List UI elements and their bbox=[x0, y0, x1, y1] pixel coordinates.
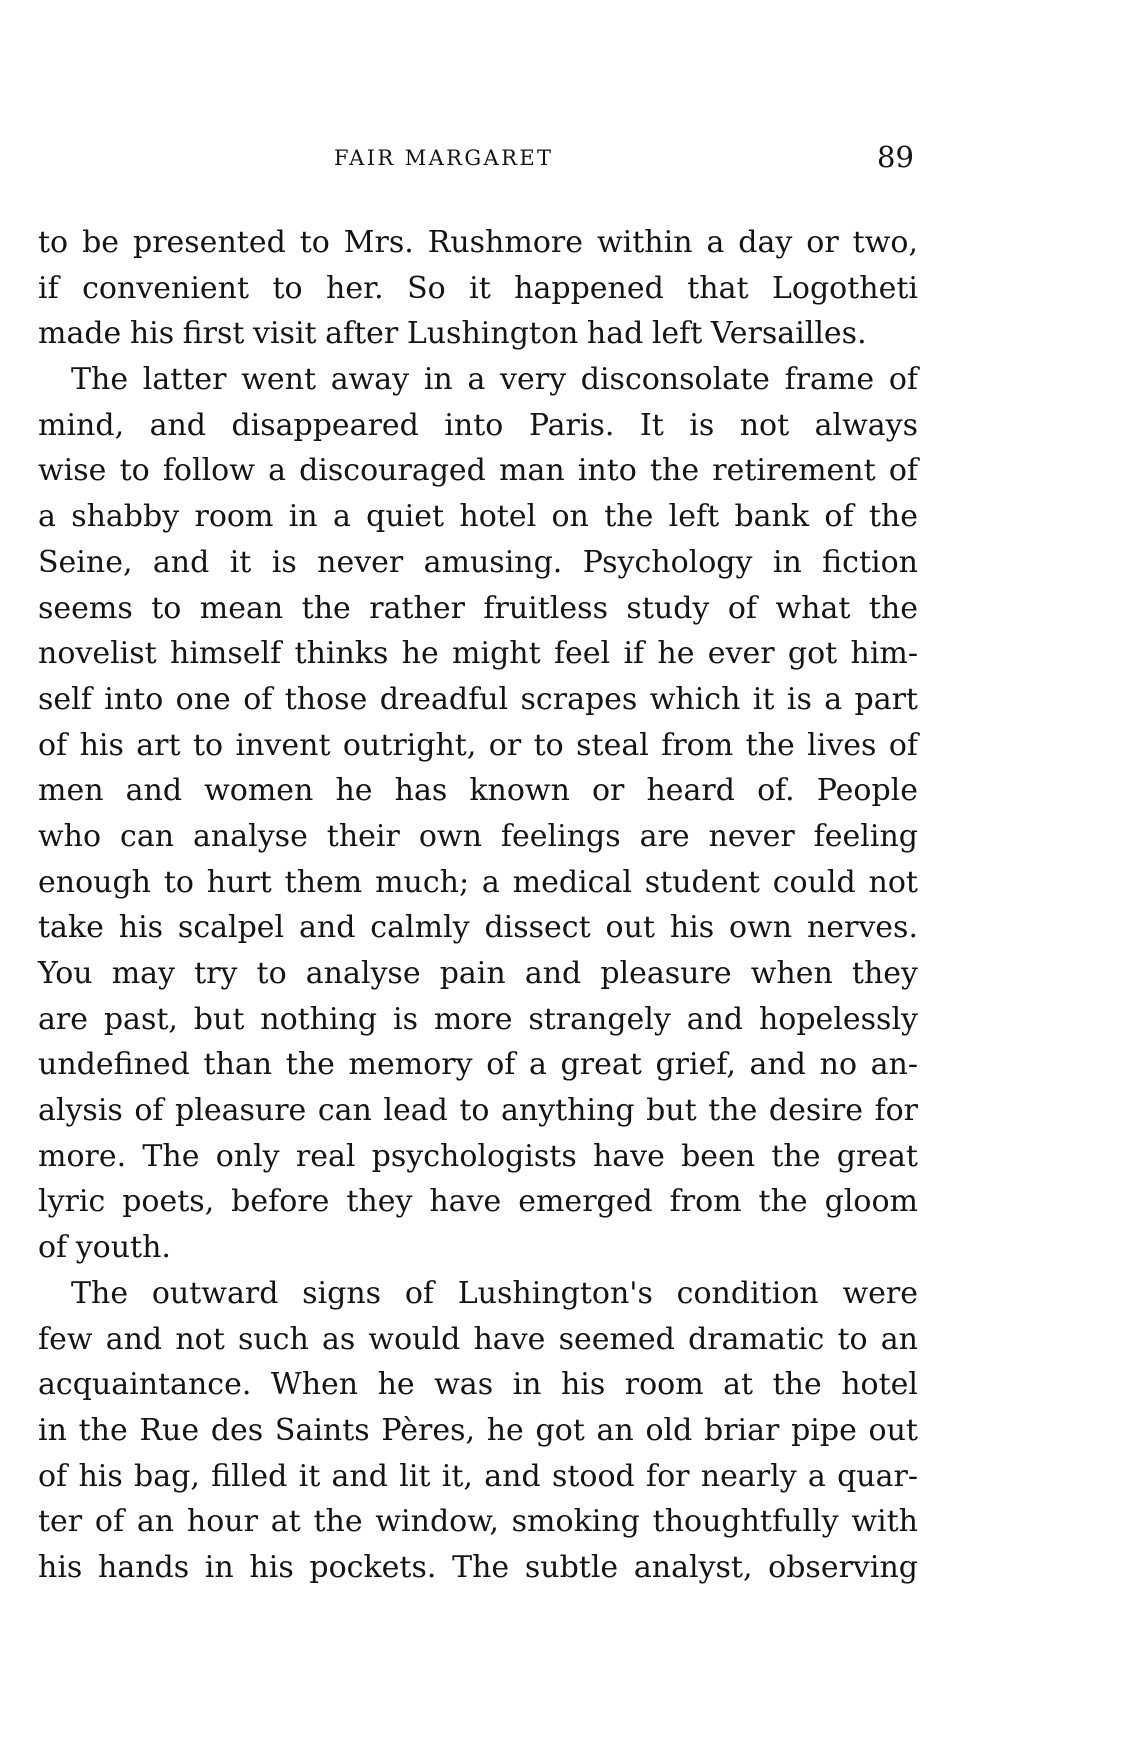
text-line: of youth. bbox=[38, 1230, 171, 1266]
text-line: acquaintance. When he was in his room at the hotel bbox=[38, 1367, 918, 1403]
text-line: who can analyse their own feelings are never feeling bbox=[38, 818, 918, 854]
text-line: You may try to analyse pain and pleasure when they bbox=[38, 956, 918, 991]
text-line: to be presented to Mrs. Rushmore within a day or two, bbox=[38, 225, 918, 260]
text-line: if convenient to her. So it happened that Logotheti bbox=[38, 270, 918, 306]
text-line: alysis of pleasure can lead to anything but the desire for bbox=[38, 1093, 918, 1129]
body-text bbox=[38, 220, 918, 1591]
text-line: novelist himself thinks he might feel if he ever got him- bbox=[38, 636, 918, 672]
text-line: more. The only real psychologists have been the great bbox=[38, 1138, 918, 1174]
page-number: 89 bbox=[877, 140, 914, 174]
text-line: of his bag, filled it and lit it, and stood for nearly a quar- bbox=[38, 1458, 918, 1494]
text-line: lyric poets, before they have emerged from the gloom bbox=[38, 1184, 918, 1220]
text-line: wise to follow a discouraged man into the retirement of bbox=[38, 453, 918, 489]
text-line: seems to mean the rather fruitless study of what the bbox=[38, 590, 918, 626]
text-line: ter of an hour at the window, smoking thoughtfully with bbox=[38, 1504, 918, 1540]
paragraph-start-line: The outward signs of Lushington's condition were bbox=[71, 1275, 918, 1311]
text-line: take his scalpel and calmly dissect out his own nerves. bbox=[38, 910, 918, 946]
text-line: in the Rue des Saints Pères, he got an old briar pipe out bbox=[38, 1412, 918, 1448]
paragraph-start-line: The latter went away in a very disconsolate frame of bbox=[71, 362, 918, 398]
text-line: few and not such as would have seemed dramatic to an bbox=[38, 1321, 918, 1357]
text-line: are past, but nothing is more strangely and hopelessly bbox=[38, 1001, 918, 1037]
text-line: of his art to invent outright, or to steal from the lives of bbox=[38, 727, 918, 763]
running-head: FAIR MARGARET bbox=[334, 146, 554, 170]
text-line: men and women he has known or heard of. People bbox=[38, 773, 918, 809]
text-line: mind, and disappeared into Paris. It is not always bbox=[38, 407, 918, 443]
text-line: Seine, and it is never amusing. Psychology in fiction bbox=[38, 544, 918, 580]
text-line: undefined than the memory of a great grief, and no an- bbox=[38, 1047, 918, 1083]
text-line: a shabby room in a quiet hotel on the left bank of the bbox=[38, 499, 918, 535]
text-line: self into one of those dreadful scrapes which it is a part bbox=[38, 681, 918, 717]
text-line: made his first visit after Lushington had left Versailles. bbox=[38, 316, 867, 352]
text-line: enough to hurt them much; a medical student could not bbox=[38, 864, 918, 900]
text-line: his hands in his pockets. The subtle analyst, observing bbox=[38, 1549, 918, 1585]
